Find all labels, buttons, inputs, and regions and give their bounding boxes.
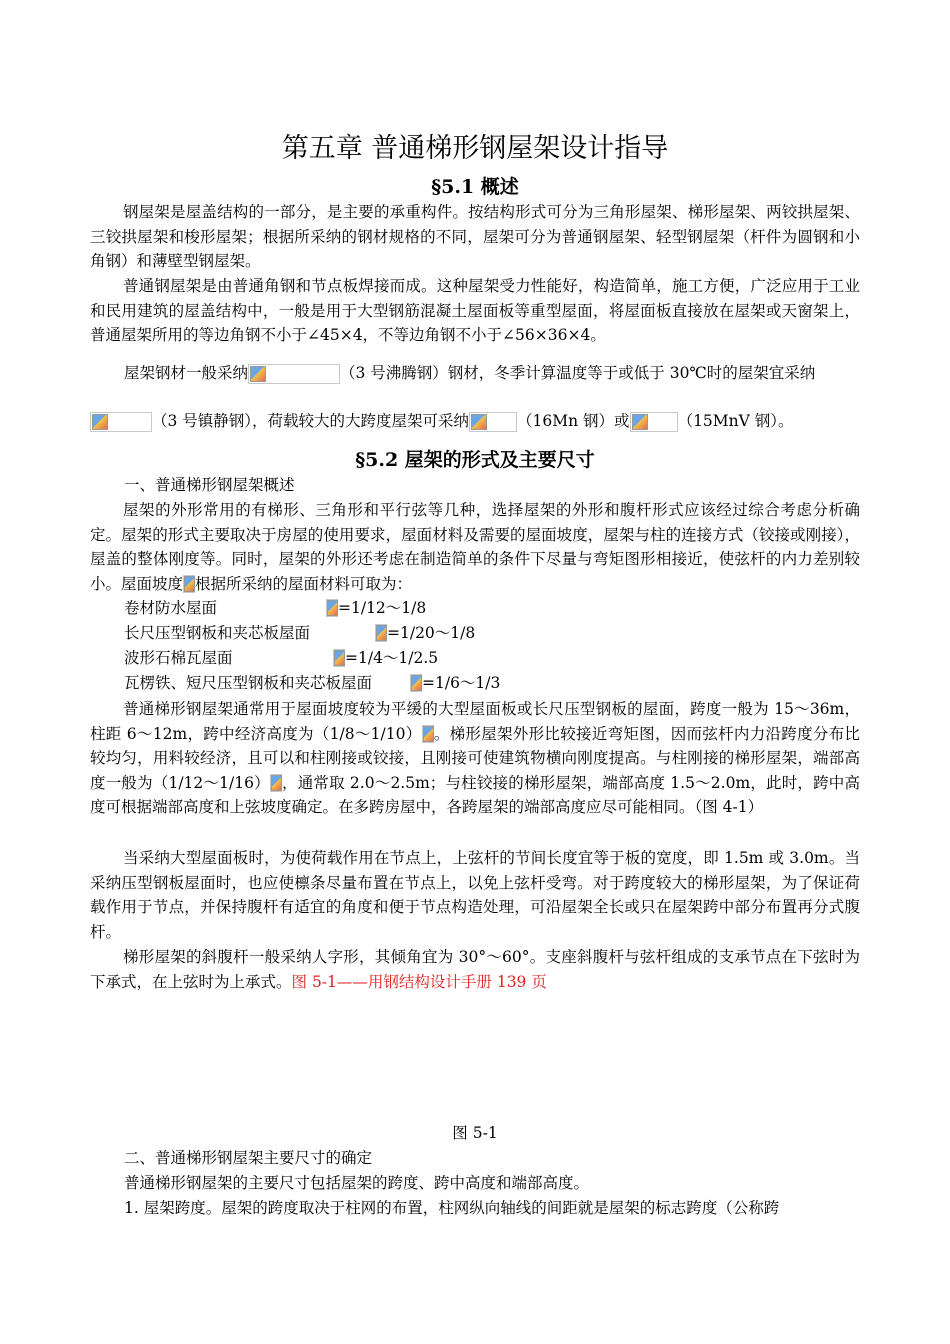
- shape-text-tail: 根据所采纳的屋面材料可取为：: [195, 574, 413, 593]
- formula-image-placeholder: [326, 599, 338, 617]
- slope-row: [124, 671, 501, 695]
- paragraph-dimensions-intro: 普通梯形钢屋架的主要尺寸包括屋架的跨度、跨中高度和端部高度。: [124, 1174, 590, 1192]
- paragraph-web-members: 梯形屋架的斜腹杆一般采纳人字形，其倾角宜为 30°～60°。支座斜腹杆与弦杆组成的支承节点在下弦时为下承式，在上弦时为上承式。图 5-1——用钢结构设计手册 139 页: [90, 948, 860, 991]
- slope-row: [124, 596, 427, 620]
- figure-reference-link[interactable]: 图 5-1——用钢结构设计手册 139 页: [291, 972, 547, 991]
- broken-image-icon: [423, 726, 434, 742]
- steel-material-line-2: [90, 409, 794, 433]
- formula-image-placeholder: [248, 364, 340, 384]
- slope-value: =1/12～1/8: [326, 596, 426, 620]
- subheading-dimensions: 二、普通梯形钢屋架主要尺寸的确定: [124, 1149, 373, 1167]
- paragraph-shape-1: [90, 498, 860, 596]
- slope-value: =1/20～1/8: [375, 621, 475, 645]
- broken-image-icon: [327, 600, 338, 616]
- section-5-2-heading: §5.2 屋架的形式及主要尺寸: [355, 449, 595, 471]
- broken-image-icon: [334, 650, 345, 666]
- broken-image-icon: [471, 414, 487, 430]
- steel-text-b: （3 号沸腾钢）钢材，冬季计算温度等于或低于 30℃时的屋架宜采纳: [340, 364, 816, 382]
- steel-text-e: （15MnV 钢）。: [677, 412, 794, 430]
- broken-image-icon: [271, 775, 282, 791]
- formula-image-placeholder: [333, 649, 345, 667]
- figure-caption: 图 5-1: [452, 1124, 498, 1142]
- slope-label: 瓦楞铁、短尺压型钢板和夹芯板屋面: [124, 674, 373, 692]
- slope-row: [124, 621, 476, 645]
- broken-image-icon: [376, 625, 387, 641]
- slope-label: 波形石棉瓦屋面: [124, 649, 233, 667]
- broken-image-icon: [632, 414, 648, 430]
- paragraph-panel-length: 当采纳大型屋面板时，为使荷载作用在节点上，上弦杆的节间长度宜等于板的宽度，即 1.5m 或 3.0m。当采纳压型钢板屋面时，也应使檩条尽量布置在节点上，以免上弦杆受弯。对于跨度较大的梯形屋架，为了保证荷载作用于节点，并保持腹杆有适宜的角度和便于节点构造处理，可沿屋架全长或只在屋架跨中部分布置再分式腹杆。: [90, 849, 860, 941]
- chapter-title: 第五章 普通梯形钢屋架设计指导: [281, 133, 669, 164]
- broken-image-icon: [250, 366, 266, 382]
- formula-image-placeholder: [375, 624, 387, 642]
- steel-material-line-1: [124, 361, 815, 385]
- paragraph-overview-1: 钢屋架是屋盖结构的一部分，是主要的承重构件。按结构形式可分为三角形屋架、梯形屋架、两铰拱屋架、三铰拱屋架和梭形屋架；根据所采纳的钢材规格的不同，屋架可分为普通钢屋架、轻型钢屋架（杆件为圆钢和小角钢）和薄壁型钢屋架。: [90, 203, 860, 270]
- formula-image-placeholder: [410, 674, 422, 692]
- shape-text: 屋架的外形常用的有梯形、三角形和平行弦等几种，选择屋架的外形和腹杆形式应该经过综合考虑分析确定。屋架的形式主要取决于房屋的使用要求，屋面材料及需要的屋面坡度，屋架与柱的连接方式（铰接或刚接），屋盖的整体刚度等。同时，屋架的外形还考虑在制造简单的条件下尽量与弯矩图形相接近，使弦杆的内力差别较小。屋面坡度: [90, 501, 860, 593]
- formula-image-placeholder: [469, 412, 517, 432]
- formula-image-placeholder: [270, 774, 282, 792]
- slope-label: 长尺压型钢板和夹芯板屋面: [124, 624, 311, 642]
- formula-image-placeholder: [183, 575, 195, 593]
- paragraph-trapezoid-truss: 普通梯形钢屋架通常用于屋面坡度较为平缓的大型屋面板或长尺压型钢板的屋面，跨度一般为 15～36m，柱距 6～12m，跨中经济高度为（1/8～1/10） 。梯形屋架外形比较接近弯矩图，因而弦杆内力沿跨度分布比较均匀，用料较经济，且可以和柱刚接或铰接，且刚接可使建筑物横向刚度提高。与柱刚接的梯形屋架，端部高度一般为（1/12～1/16） ，通常取 2.0～2.5m；与柱铰接的梯形屋架，端部高度 1.5～2.0m，此时，跨中高度可根据端部高度和上弦坡度确定。在多跨房屋中，各跨屋架的端部高度应尽可能相同。（图 4-1）: [90, 700, 860, 816]
- section-5-1-heading: §5.1 概述: [431, 176, 519, 198]
- slope-label: 卷材防水屋面: [124, 599, 218, 617]
- paragraph-overview-2: 普通钢屋架是由普通角钢和节点板焊接而成。这种屋架受力性能好，构造简单，施工方便，广泛应用于工业和民用建筑的屋盖结构中，一般是用于大型钢筋混凝土屋面板等重型屋面，将屋面板直接放在屋架或天窗架上，普通屋架所用的等边角钢不小于∠45×4，不等边角钢不小于∠56×36×4。: [90, 277, 860, 344]
- steel-text-d: （16Mn 钢）或: [517, 412, 630, 430]
- broken-image-icon: [92, 414, 108, 430]
- slope-value: =1/4～1/2.5: [333, 646, 438, 670]
- slope-row: [124, 646, 439, 670]
- broken-image-icon: [411, 675, 422, 691]
- steel-text-a: 屋架钢材一般采纳: [124, 364, 249, 382]
- formula-image-placeholder: [422, 725, 434, 743]
- formula-image-placeholder: [630, 412, 678, 432]
- paragraph-span: 1. 屋架跨度。屋架的跨度取决于柱网的布置，柱网纵向轴线的间距就是屋架的标志跨度（公称跨: [124, 1199, 780, 1217]
- steel-text-c: （3 号镇静钢），荷载较大的大跨度屋架可采纳: [152, 412, 470, 430]
- subheading-overview: 一、普通梯形钢屋架概述: [124, 476, 295, 494]
- formula-image-placeholder: [90, 412, 152, 432]
- broken-image-icon: [184, 576, 195, 592]
- slope-value: =1/6～1/3: [410, 671, 500, 695]
